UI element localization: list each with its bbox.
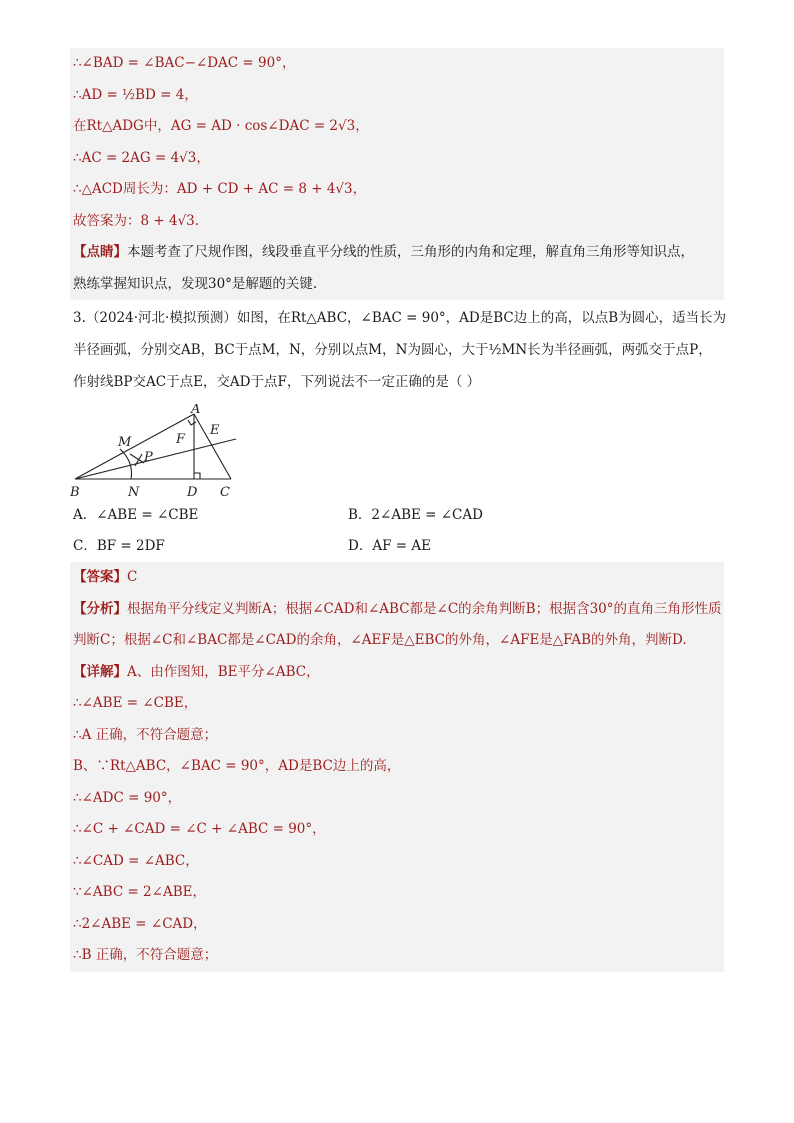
detail-line: ∴2∠ABE = ∠CAD， (73, 915, 207, 932)
answer-line (70, 562, 724, 594)
answer-tag: 【答案】 (73, 569, 127, 585)
comment-line-1 (70, 237, 724, 269)
detail-line: ∴∠CAD = ∠ABC， (73, 852, 199, 869)
question-3 (70, 302, 727, 398)
solution-line: ∴△ACD周长为：AD + CD + AC = 8 + 4√3， (73, 181, 367, 197)
analysis-text: 根据角平分线定义判断A；根据∠CAD和∠ABC都是∠C的余角判断B；根据含30°的直角三角形性质 (127, 600, 722, 617)
answer-options (70, 500, 724, 562)
analysis-line-1 (70, 594, 724, 626)
option-b: B．2∠ABE = ∠CAD (348, 507, 483, 523)
option-a: A．∠ABE = ∠CBE (73, 507, 199, 523)
comment-text: 本题考查了尺规作图，线段垂直平分线的性质，三角形的内角和定理，解直角三角形等知识点， (127, 244, 694, 260)
question-text-line: 半径画弧，分别交AB，BC于点M，N，分别以点M，N为圆心，大于½MN长为半径画弧，两弧交于点P， (73, 342, 712, 358)
label-b: B (70, 485, 80, 500)
solution-line: 故答案为：8 + 4√3. (73, 212, 200, 229)
label-p: P (144, 450, 153, 465)
detail-line: ∴B 正确，不符合题意； (73, 947, 218, 963)
solution-line: 在Rt△ADG中，AG = AD · cos∠DAC = 2√3， (73, 118, 369, 134)
label-a: A (191, 404, 201, 417)
detail-line: ∵∠ABC = 2∠ABE， (73, 884, 206, 900)
option-c: C．BF = 2DF (73, 538, 165, 554)
detail-line: B、∵Rt△ABC，∠BAC = 90°，AD是BC边上的高， (73, 758, 401, 774)
comment-line-2: 熟练掌握知识点，发现30°是解题的关键. (73, 275, 318, 292)
detail-tag: 【详解】 (73, 663, 127, 680)
analysis-line-2: 判断C；根据∠C和∠BAC都是∠CAD的余角，∠AEF是△EBC的外角，∠AFE是△FAB的外角，判断D. (73, 632, 687, 648)
detail-line: ∴∠ADC = 90°， (73, 789, 182, 806)
document-page (70, 48, 727, 972)
ray-bp (75, 439, 236, 479)
option-d: D．AF = AE (348, 538, 431, 554)
right-angle-a (188, 420, 196, 425)
detail-line-1 (70, 657, 724, 689)
right-angle-d (194, 473, 200, 479)
arc-p2 (135, 454, 142, 466)
solution-line: ∴AD = ½BD = 4， (73, 86, 198, 103)
geometry-figure (70, 404, 724, 500)
detail-line: ∴∠C + ∠CAD = ∠C + ∠ABC = 90°， (73, 821, 326, 837)
detail-line: ∴A 正确，不符合题意； (73, 726, 218, 743)
comment-tag: 【点睛】 (73, 244, 127, 260)
label-e: E (210, 423, 220, 438)
label-f: F (176, 432, 186, 447)
answer-value: C (127, 569, 138, 585)
solution-line: ∴AC = 2AG = 4√3， (73, 149, 210, 166)
detail-text: A、由作图知，BE平分∠ABC， (127, 663, 320, 680)
question-text-line: 作射线BP交AC于点E，交AD于点F，下列说法不一定正确的是（ ） (73, 374, 481, 390)
detail-line: ∴∠ABE = ∠CBE， (73, 695, 198, 711)
solution-line: ∴∠BAD = ∠BAC−∠DAC = 90°， (73, 55, 296, 71)
triangle-diagram (70, 404, 310, 504)
label-d: D (187, 485, 198, 500)
label-c: C (220, 485, 230, 500)
label-n: N (128, 485, 140, 500)
solution-block (70, 562, 724, 972)
question-text-line: 3.（2024·河北·模拟预测）如图，在Rt△ABC，∠BAC = 90°，AD是BC边上的高，以点B为圆心，适当长为 (73, 310, 727, 326)
previous-solution-block (70, 48, 724, 300)
analysis-tag: 【分析】 (73, 600, 127, 617)
label-m: M (118, 435, 132, 450)
